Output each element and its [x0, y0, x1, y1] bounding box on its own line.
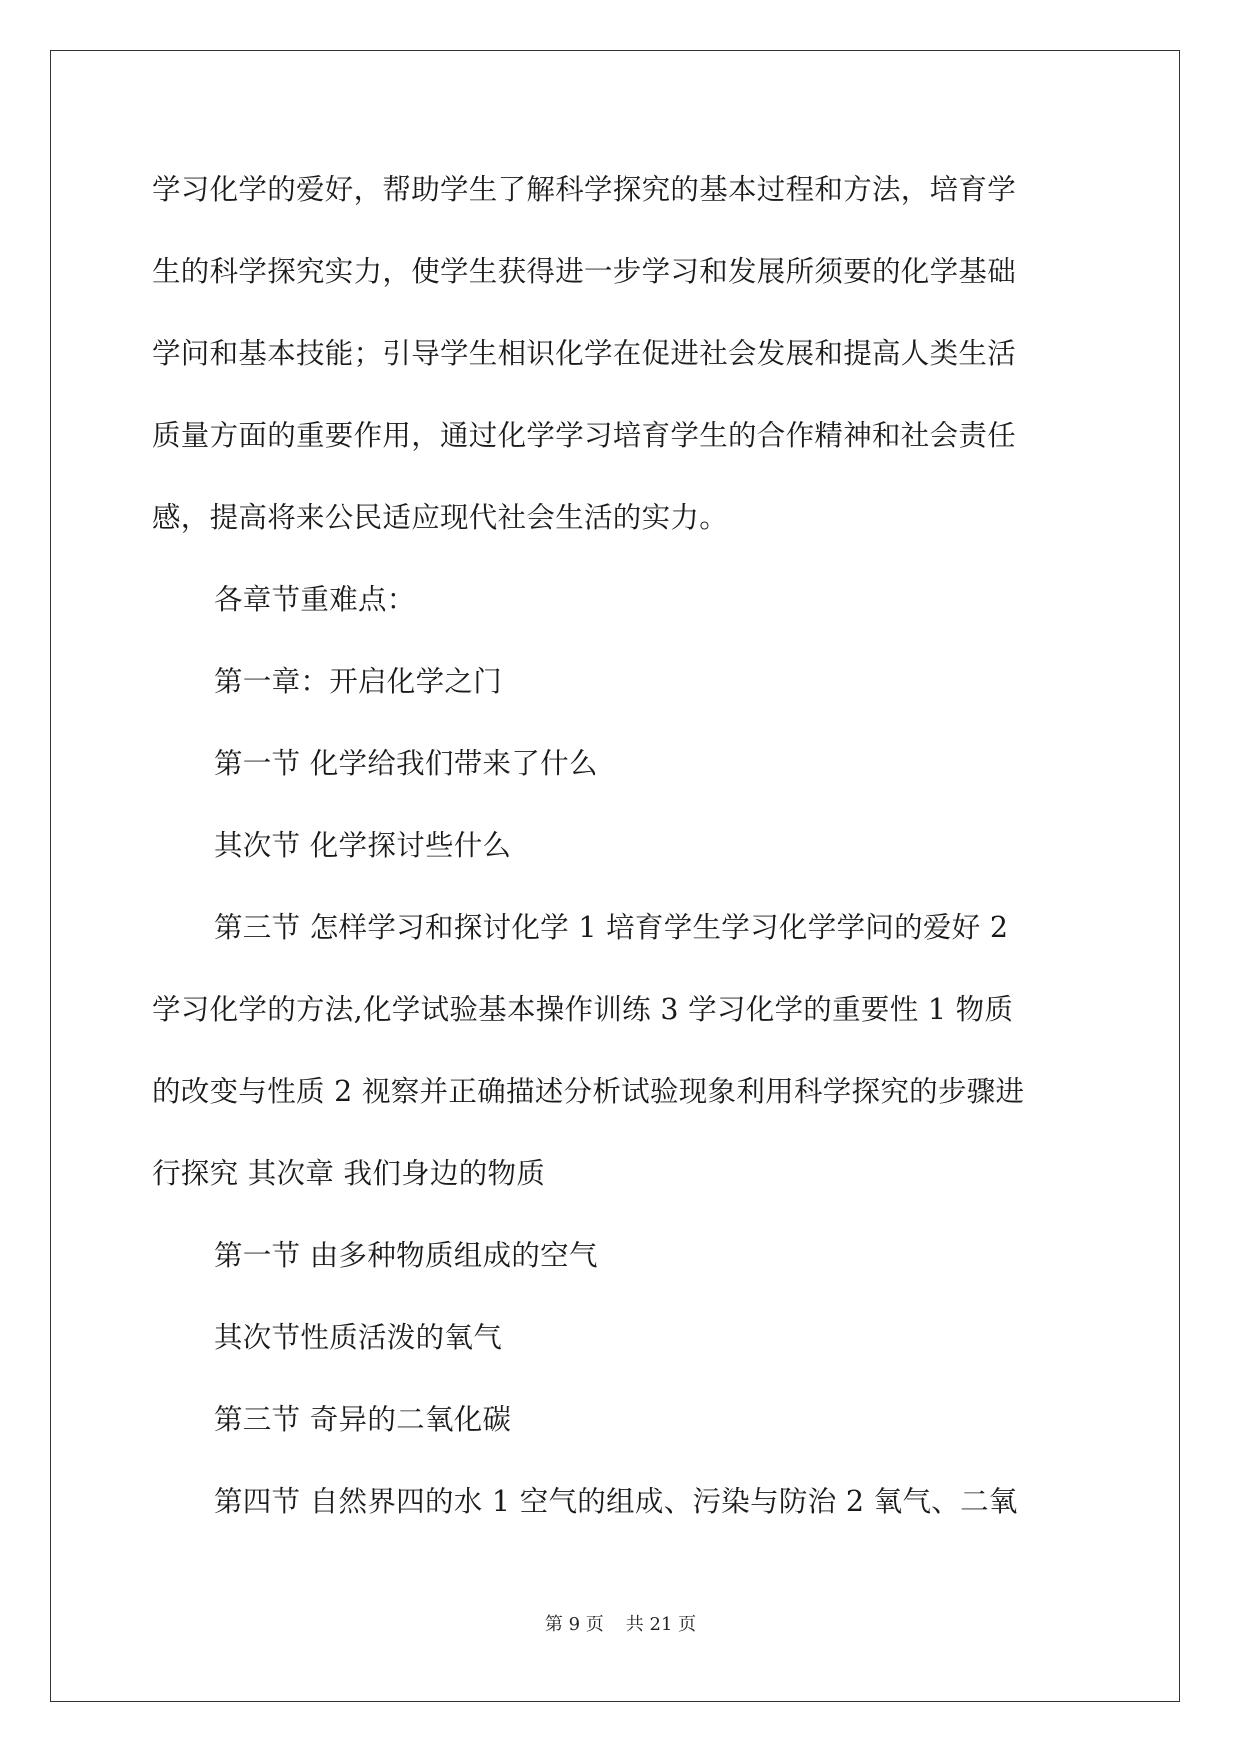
body-line: 生的科学探究实力，使学生获得进一步学习和发展所须要的化学基础	[152, 255, 1017, 288]
current-page-number: 第 9 页	[544, 1614, 604, 1635]
total-pages: 共 21 页	[625, 1614, 697, 1635]
section-title: 第一节 化学给我们带来了什么	[214, 747, 598, 780]
body-line: 的改变与性质 2 视察并正确描述分析试验现象利用科学探究的步骤进	[152, 1075, 1025, 1108]
body-line: 质量方面的重要作用，通过化学学习培育学生的合作精神和社会责任	[152, 419, 1017, 452]
section-title: 第四节 自然界四的水 1 空气的组成、污染与防治 2 氧气、二氧	[214, 1485, 1018, 1518]
body-line: 学习化学的方法,化学试验基本操作训练 3 学习化学的重要性 1 物质	[152, 993, 1014, 1026]
body-line: 行探究 其次章 我们身边的物质	[152, 1157, 546, 1190]
chapter-title: 第一章：开启化学之门	[214, 665, 503, 698]
document-body	[152, 160, 1092, 1554]
section-title: 第三节 奇异的二氧化碳	[214, 1403, 512, 1436]
section-title: 其次节性质活泼的氧气	[214, 1321, 503, 1354]
body-line: 感，提高将来公民适应现代社会生活的实力。	[152, 501, 729, 534]
section-title: 第一节 由多种物质组成的空气	[214, 1239, 598, 1272]
section-heading: 各章节重难点：	[214, 583, 416, 616]
page-footer	[0, 1610, 1241, 1636]
section-title: 第三节 怎样学习和探讨化学 1 培育学生学习化学学问的爱好 2	[214, 911, 1009, 944]
body-line: 学问和基本技能；引导学生相识化学在促进社会发展和提高人类生活	[152, 337, 1017, 370]
section-title: 其次节 化学探讨些什么	[214, 829, 512, 862]
body-line: 学习化学的爱好，帮助学生了解科学探究的基本过程和方法，培育学	[152, 173, 1017, 206]
